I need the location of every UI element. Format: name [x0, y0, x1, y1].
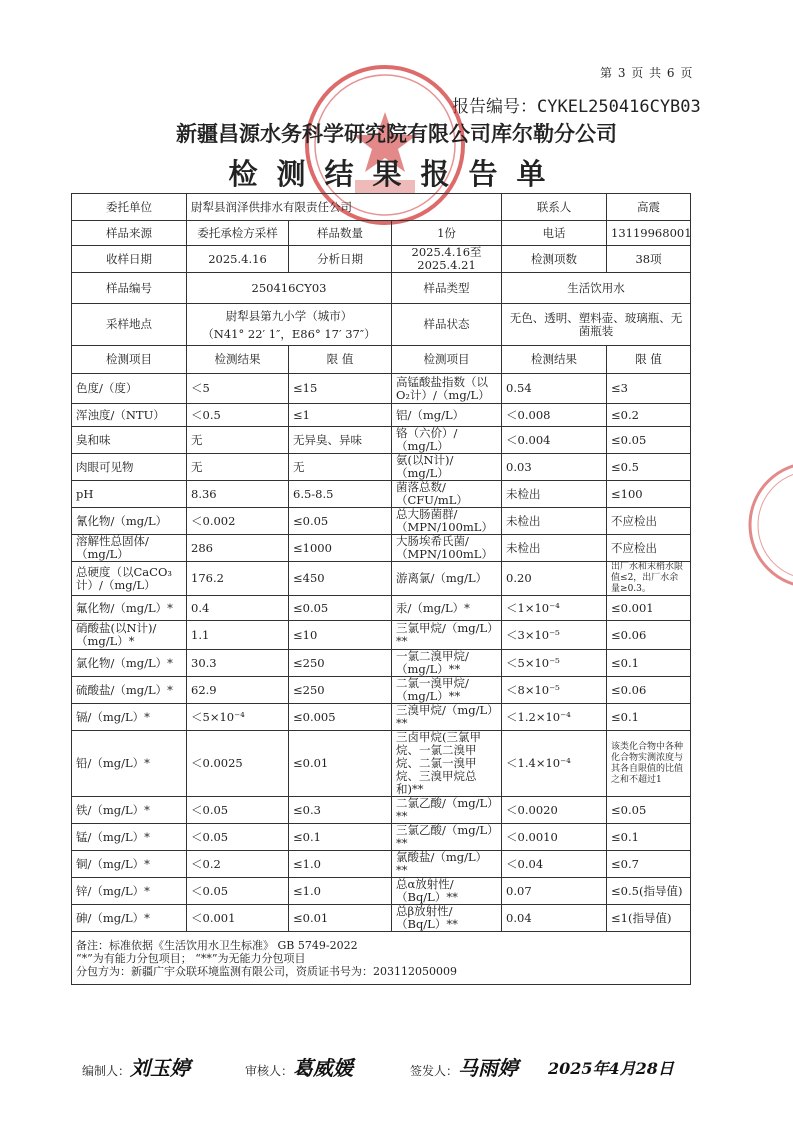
location-coords: （N41° 22′ 1″，E86° 17′ 37″）: [202, 326, 376, 341]
item-name: 色度/（度）: [72, 374, 187, 404]
item-name-2: 总大肠菌群/（MPN/100mL）: [392, 508, 502, 535]
table-row: [72, 535, 691, 562]
issuer-label: 签发人：: [410, 1064, 459, 1078]
table-row: [72, 481, 691, 508]
item-name-2: 三氯甲烷/（mg/L）**: [392, 621, 502, 650]
issuer-name: 马雨婷: [458, 1056, 519, 1080]
item-limit-2: ≤0.1: [607, 824, 691, 851]
item-name-2: 三氯乙酸/（mg/L）**: [392, 824, 502, 851]
item-name-2: 游离氯/（mg/L）: [392, 562, 502, 596]
item-result-2: ＜0.0010: [502, 824, 607, 851]
item-limit-2: 出厂水和末梢水限值≤2，出厂水余量≥0.3。: [607, 562, 691, 596]
table-row: [72, 596, 691, 621]
item-limit: ≤0.005: [289, 704, 392, 731]
item-result-2: ＜0.04: [502, 851, 607, 878]
item-name-2: 氨(以N计)/（mg/L）: [392, 454, 502, 481]
table-row: [72, 508, 691, 535]
table-row: [72, 905, 691, 932]
item-result: 176.2: [187, 562, 289, 596]
item-result-2: 0.20: [502, 562, 607, 596]
quantity-label: 样品数量: [289, 221, 392, 246]
state-value: 无色、透明、塑料壶、玻璃瓶、无菌瓶装: [502, 304, 691, 346]
company-name: 新疆昌源水务科学研究院有限公司库尔勒分公司: [176, 121, 617, 146]
location-label: 采样地点: [72, 304, 187, 346]
item-result-2: 未检出: [502, 535, 607, 562]
item-limit-2: ≤3: [607, 374, 691, 404]
item-limit: 无异臭、异味: [289, 427, 392, 454]
item-name-2: 一氯二溴甲烷/（mg/L）**: [392, 650, 502, 677]
item-result: 62.9: [187, 677, 289, 704]
item-limit-2: ≤0.2: [607, 404, 691, 427]
item-result-2: ＜5×10⁻⁵: [502, 650, 607, 677]
item-limit: ≤0.3: [289, 797, 392, 824]
table-row: [72, 704, 691, 731]
item-limit: ≤1: [289, 404, 392, 427]
notes: [72, 932, 691, 985]
item-result: ＜5×10⁻⁴: [187, 704, 289, 731]
item-result-2: ＜0.004: [502, 427, 607, 454]
reviewer-name: 葛威媛: [293, 1056, 354, 1080]
item-name-2: 氯酸盐/（mg/L）**: [392, 851, 502, 878]
item-limit: ≤250: [289, 650, 392, 677]
item-limit-2: ≤0.05: [607, 427, 691, 454]
item-name: 臭和味: [72, 427, 187, 454]
item-result: 286: [187, 535, 289, 562]
item-name: 氟化物/（mg/L）*: [72, 596, 187, 621]
item-result-2: 未检出: [502, 508, 607, 535]
table-row: [72, 824, 691, 851]
item-limit: ≤0.1: [289, 824, 392, 851]
item-name: 砷/（mg/L）*: [72, 905, 187, 932]
item-result-2: ＜1×10⁻⁴: [502, 596, 607, 621]
item-name: 铁/（mg/L）*: [72, 797, 187, 824]
item-name: pH: [72, 481, 187, 508]
received-value: 2025.4.16: [187, 246, 289, 273]
item-name-2: 汞/（mg/L）*: [392, 596, 502, 621]
client-label: 委托单位: [72, 194, 187, 221]
editor-label: 编制人：: [82, 1064, 131, 1078]
item-result-2: ＜8×10⁻⁵: [502, 677, 607, 704]
col-header-limit: 限 值: [289, 346, 392, 374]
item-limit-2: 不应检出: [607, 508, 691, 535]
item-limit-2: 不应检出: [607, 535, 691, 562]
item-limit-2: ≤0.1: [607, 650, 691, 677]
item-limit: ≤0.05: [289, 508, 392, 535]
item-name-2: 大肠埃希氏菌/（MPN/100mL）: [392, 535, 502, 562]
item-result: ＜0.05: [187, 824, 289, 851]
item-result: ＜0.5: [187, 404, 289, 427]
item-limit: 6.5-8.5: [289, 481, 392, 508]
item-name: 铜/（mg/L）*: [72, 851, 187, 878]
location-name: 尉犁县第九小学（城市）: [225, 308, 353, 323]
item-result: 1.1: [187, 621, 289, 650]
item-limit: ≤10: [289, 621, 392, 650]
item-result: 30.3: [187, 650, 289, 677]
sample-id-value: 250416CY03: [187, 273, 392, 304]
table-row: [72, 621, 691, 650]
item-result-2: ＜0.008: [502, 404, 607, 427]
item-result: 0.4: [187, 596, 289, 621]
notes-standard: 备注：标准依据《生活饮用水卫生标准》 GB 5749-2022: [76, 938, 358, 952]
item-name: 氰化物/（mg/L）: [72, 508, 187, 535]
item-limit-2: ≤0.1: [607, 704, 691, 731]
contact-label: 联系人: [502, 194, 607, 221]
col-header-result-2: 检测结果: [502, 346, 607, 374]
quantity-value: 1份: [392, 221, 502, 246]
table-row: [72, 427, 691, 454]
item-name-2: 铝/（mg/L）: [392, 404, 502, 427]
editor-name: 刘玉婷: [130, 1056, 191, 1080]
item-limit-2: ≤0.5: [607, 454, 691, 481]
document-title: 检测结果报告单: [228, 157, 565, 191]
item-name: 氯化物/（mg/L）*: [72, 650, 187, 677]
sample-id-label: 样品编号: [72, 273, 187, 304]
item-name-2: 三溴甲烷/（mg/L）**: [392, 704, 502, 731]
item-limit-2: ≤1(指导值): [607, 905, 691, 932]
state-label: 样品状态: [392, 304, 502, 346]
editor-signature: [82, 1052, 190, 1081]
item-result: 8.36: [187, 481, 289, 508]
item-result: ＜0.001: [187, 905, 289, 932]
table-row: [72, 650, 691, 677]
table-row: [72, 454, 691, 481]
item-limit: ≤15: [289, 374, 392, 404]
item-limit-2: ≤0.5(指导值): [607, 878, 691, 905]
item-limit: ≤250: [289, 677, 392, 704]
item-name: 硝酸盐(以N计)/（mg/L）*: [72, 621, 187, 650]
analysis-label: 分析日期: [289, 246, 392, 273]
item-limit: ≤1.0: [289, 851, 392, 878]
results-table: [71, 193, 691, 985]
item-result-2: 0.03: [502, 454, 607, 481]
analysis-value: 2025.4.16至2025.4.21: [392, 246, 502, 273]
sample-type-value: 生活饮用水: [502, 273, 691, 304]
item-name-2: 二氯乙酸/（mg/L）**: [392, 797, 502, 824]
item-result-2: 0.07: [502, 878, 607, 905]
source-value: 委托承检方采样: [187, 221, 289, 246]
item-limit: ≤1.0: [289, 878, 392, 905]
table-row: [72, 374, 691, 404]
item-result: ＜0.2: [187, 851, 289, 878]
item-result-2: 未检出: [502, 481, 607, 508]
item-result-2: ＜0.0020: [502, 797, 607, 824]
item-result-2: ＜1.4×10⁻⁴: [502, 731, 607, 797]
item-result: 无: [187, 454, 289, 481]
item-name-2: 二氯一溴甲烷/（mg/L）**: [392, 677, 502, 704]
item-name-2: 总α放射性/（Bq/L）**: [392, 878, 502, 905]
item-name-2: 总β放射性/（Bq/L）**: [392, 905, 502, 932]
item-name: 锰/（mg/L）*: [72, 824, 187, 851]
item-name: 硫酸盐/（mg/L）*: [72, 677, 187, 704]
reviewer-signature: [245, 1052, 353, 1081]
report-number: 报告编号：CYKEL250416CYB03: [452, 97, 701, 117]
item-limit-2: ≤100: [607, 481, 691, 508]
col-header-limit-2: 限 值: [607, 346, 691, 374]
item-limit-2: ≤0.7: [607, 851, 691, 878]
col-header-result: 检测结果: [187, 346, 289, 374]
item-name: 浑浊度/（NTU）: [72, 404, 187, 427]
item-name: 总硬度（以CaCO₃计）/（mg/L）: [72, 562, 187, 596]
issuer-signature: [410, 1052, 518, 1081]
sample-type-label: 样品类型: [392, 273, 502, 304]
item-name-2: 铬（六价）/（mg/L）: [392, 427, 502, 454]
client-value: 尉犁县润泽供排水有限责任公司: [187, 194, 502, 221]
item-limit-2: ≤0.05: [607, 797, 691, 824]
table-row: [72, 878, 691, 905]
item-result: 无: [187, 427, 289, 454]
item-name-2: 三卤甲烷(三氯甲烷、一氯二溴甲烷、二氯一溴甲烷、三溴甲烷总和)**: [392, 731, 502, 797]
table-row: [72, 731, 691, 797]
item-result-2: ＜3×10⁻⁵: [502, 621, 607, 650]
table-row: [72, 851, 691, 878]
col-header-item-2: 检测项目: [392, 346, 502, 374]
phone-value: 13119968001: [607, 221, 691, 246]
item-name: 肉眼可见物: [72, 454, 187, 481]
page-number: 第 3 页 共 6 页: [600, 66, 694, 80]
received-label: 收样日期: [72, 246, 187, 273]
item-result-2: 0.04: [502, 905, 607, 932]
item-name-2: 高锰酸盐指数（以O₂计）/（mg/L）: [392, 374, 502, 404]
source-label: 样品来源: [72, 221, 187, 246]
sign-date: 2025年4月28日: [548, 1059, 674, 1078]
item-limit: ≤450: [289, 562, 392, 596]
location-value: [187, 304, 392, 346]
item-result: ＜0.05: [187, 797, 289, 824]
item-name: 铅/（mg/L）*: [72, 731, 187, 797]
item-name: 溶解性总固体/（mg/L）: [72, 535, 187, 562]
side-seal-icon: [742, 455, 793, 595]
item-limit: ≤0.05: [289, 596, 392, 621]
reviewer-label: 审核人：: [245, 1064, 294, 1078]
item-result: ＜0.002: [187, 508, 289, 535]
item-result: ＜5: [187, 374, 289, 404]
items-label: 检测项数: [502, 246, 607, 273]
item-name: 镉/（mg/L）*: [72, 704, 187, 731]
item-limit: ≤0.01: [289, 905, 392, 932]
item-limit: ≤0.01: [289, 731, 392, 797]
phone-label: 电话: [502, 221, 607, 246]
table-row: [72, 797, 691, 824]
item-limit-2: ≤0.06: [607, 621, 691, 650]
item-name-2: 菌落总数/（CFU/mL）: [392, 481, 502, 508]
items-value: 38项: [607, 246, 691, 273]
item-result-2: ＜1.2×10⁻⁴: [502, 704, 607, 731]
item-limit-2: ≤0.001: [607, 596, 691, 621]
item-result-2: 0.54: [502, 374, 607, 404]
item-limit: ≤1000: [289, 535, 392, 562]
col-header-item: 检测项目: [72, 346, 187, 374]
item-name: 锌/（mg/L）*: [72, 878, 187, 905]
table-row: [72, 677, 691, 704]
item-result: ＜0.05: [187, 878, 289, 905]
notes-subcontract: 分包方为：新疆广宇众联环境监测有限公司，资质证书号为：203112050009: [76, 964, 457, 978]
item-limit: 无: [289, 454, 392, 481]
item-limit-2: 该类化合物中各种化合物实测浓度与其各自限值的比值之和不超过1: [607, 731, 691, 797]
table-row: [72, 562, 691, 596]
item-result: ＜0.0025: [187, 731, 289, 797]
table-row: [72, 404, 691, 427]
item-limit-2: ≤0.06: [607, 677, 691, 704]
notes-legend: “*”为有能力分包项目； “**”为无能力分包项目: [76, 951, 306, 965]
contact-value: 高震: [607, 194, 691, 221]
